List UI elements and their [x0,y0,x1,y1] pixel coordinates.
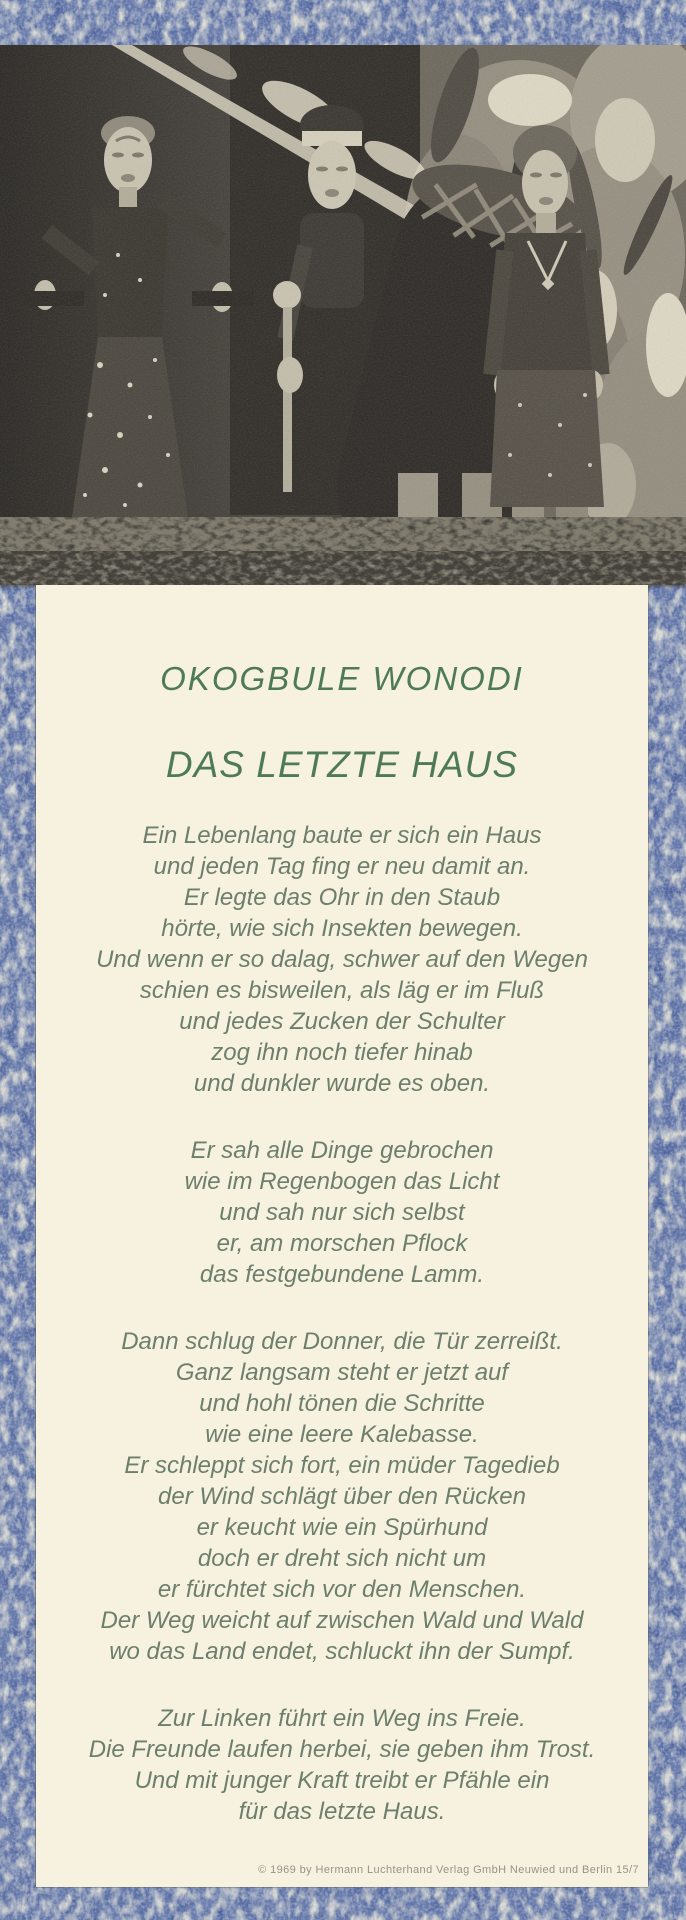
poem-panel [36,585,648,1887]
poem-line: er, am morschen Pflock [216,1230,468,1257]
poem-line: Ein Lebenlang baute er sich ein Haus [142,822,542,849]
stanza [36,820,648,1099]
poem-line: zog ihn noch tiefer hinab [211,1039,473,1066]
poem-line: und jeden Tag fing er neu damit an. [153,853,531,880]
poem-line: für das letzte Haus. [238,1798,446,1825]
poem-line: er keucht wie ein Spürhund [196,1514,488,1541]
author-name: OKOGBULE WONODI [160,660,524,697]
poem-line: wie im Regenbogen das Licht [184,1168,500,1195]
poem-line: er fürchtet sich vor den Menschen. [157,1576,527,1603]
poem-line: wo das Land endet, schluckt ihn der Sumpf. [109,1638,575,1665]
poem-line: Dann schlug der Donner, die Tür zerreißt. [121,1328,563,1355]
poem-line: Zur Linken führt ein Weg ins Freie. [158,1705,526,1732]
sculpture-photo [0,45,686,585]
copyright-line: © 1969 by Hermann Luchterhand Verlag GmbH Neuwied und Berlin 15/7 [258,1864,639,1876]
stanza [36,1135,648,1290]
stanza [36,1703,648,1827]
poem-line: Er schleppt sich fort, ein müder Tagedieb [124,1452,560,1479]
film-grain [0,45,686,585]
poem-line: Ganz langsam steht er jetzt auf [175,1359,509,1386]
poem-line: wie eine leere Kalebasse. [205,1421,479,1448]
poem-line: und hohl tönen die Schritte [199,1390,485,1417]
poem-line: und jedes Zucken der Schulter [179,1008,505,1035]
poem-line: hörte, wie sich Insekten bewegen. [161,915,523,942]
poem-line: Und mit junger Kraft treibt er Pfähle ein [134,1767,550,1794]
poem-line: Er sah alle Dinge gebrochen [190,1137,494,1164]
poem-body [36,820,648,1827]
poem-line: das festgebundene Lamm. [199,1261,485,1288]
poem-line: doch er dreht sich nicht um [197,1545,487,1572]
poem-line: und sah nur sich selbst [219,1199,465,1226]
stanza [36,1326,648,1667]
poem-line: schien es bisweilen, als läg er im Fluß [139,977,545,1004]
poem-title: DAS LETZTE HAUS [165,744,519,785]
poem-line: und dunkler wurde es oben. [193,1070,491,1097]
poem-line: Er legte das Ohr in den Staub [183,884,501,911]
poem-line: der Wind schlägt über den Rücken [158,1483,526,1510]
poem-line: Der Weg weicht auf zwischen Wald und Wald [100,1607,584,1634]
poem-line: Und wenn er so dalag, schwer auf den Wegen [96,946,588,973]
poem-line: Die Freunde laufen herbei, sie geben ihm Trost. [88,1736,596,1763]
